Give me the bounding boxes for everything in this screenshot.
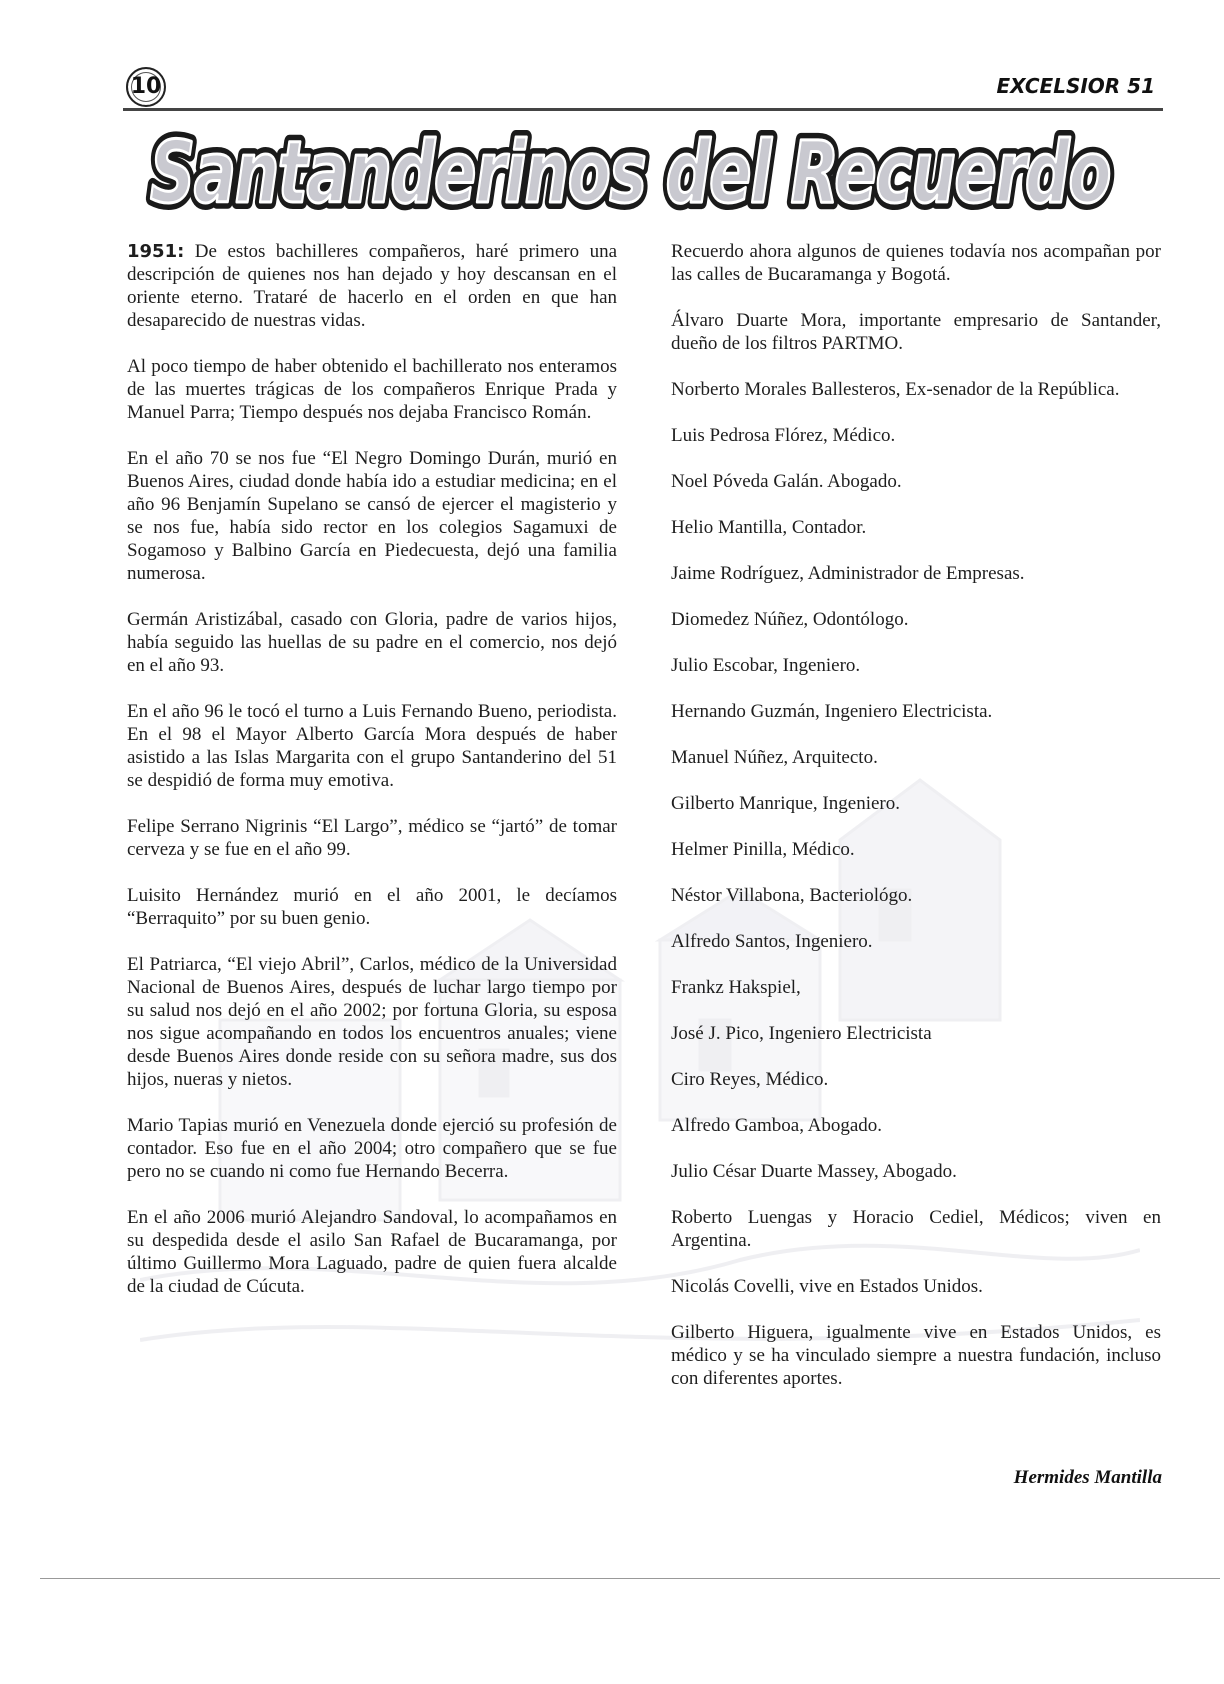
page-header (123, 62, 1163, 110)
paragraph-1 (127, 240, 617, 332)
classmate-entry: Hernando Guzmán, Ingeniero Electricista. (671, 701, 993, 722)
author-signature: Hermides Mantilla (1013, 1467, 1162, 1488)
right-column (671, 240, 1161, 1413)
classmate-entry: Jaime Rodríguez, Administrador de Empresas. (671, 563, 1025, 584)
classmate-entry: Julio Escobar, Ingeniero. (671, 655, 861, 676)
classmate-entry: Alfredo Santos, Ingeniero. (671, 931, 873, 952)
paragraph-3: En el año 70 se nos fue “El Negro Domingo Durán, murió en Buenos Aires, ciudad donde había ido a estudiar medicina; en el año 96 Benjamín Supelano se cansó de ejercer el magisterio y se nos fue, había sido rector en los colegios Sagamuxi de Sogamoso y Balbino García en Piedecuesta, dejó una familia numerosa. (127, 448, 617, 584)
classmate-entry: Ciro Reyes, Médico. (671, 1069, 829, 1090)
paragraph-1-text: De estos bachilleres compañeros, haré primero una descripción de quienes nos han dejado y hoy descansan en el oriente eterno. Trataré de hacerlo en el orden en que han desaparecido de nuestras vidas. (127, 241, 618, 331)
brand-name: EXCELSIOR (996, 74, 1121, 98)
living-classmates-list (671, 309, 1161, 1390)
classmate-entry: Gilberto Higuera, igualmente vive en Estados Unidos, es médico y se ha vinculado siempre a nuestra fundación, incluso con diferentes aportes. (671, 1322, 1161, 1389)
classmate-entry: Gilberto Manrique, Ingeniero. (671, 793, 900, 814)
article-title: Santanderinos del Recuerdo (150, 123, 1110, 223)
paragraph-7: Luisito Hernández murió en el año 2001, le decíamos “Berraquito” por su buen genio. (127, 885, 617, 929)
classmate-entry: Álvaro Duarte Mora, importante empresario de Santander, dueño de los filtros PARTMO. (671, 310, 1161, 354)
article-title-banner (140, 118, 1120, 228)
paragraph-8: El Patriarca, “El viejo Abril”, Carlos, médico de la Universidad Nacional de Buenos Aires, después de luchar largo tiempo por su salud nos dejó en el año 2002; por fortuna Gloria, su esposa nos sigue acompañando en todos los encuentros anuales; viene desde Buenos Aires donde reside con su señora madre, sus dos hijos, nueras y nietos. (127, 954, 617, 1090)
article-title-shadow: Santanderinos del Recuerdo (150, 123, 1110, 223)
magazine-brand (996, 74, 1155, 98)
classmate-entry: Néstor Villabona, Bacteriológo. (671, 885, 913, 906)
classmate-entry: Frankz Hakspiel, (671, 977, 801, 998)
paragraph-10: En el año 2006 murió Alejandro Sandoval, lo acompañamos en su despedida desde el asilo San Rafael de Bucaramanga, por último Guillermo Mora Laguado, padre de quien fuera alcalde de la ciudad de Cúcuta. (127, 1207, 617, 1297)
classmate-entry: Luis Pedrosa Flórez, Médico. (671, 425, 896, 446)
classmate-entry: Alfredo Gamboa, Abogado. (671, 1115, 883, 1136)
page-number-badge: 10 (126, 67, 166, 107)
classmate-entry: Norberto Morales Ballesteros, Ex-senador de la República. (671, 379, 1120, 400)
lead-year: 1951: (127, 241, 185, 262)
classmate-entry: Diomedez Núñez, Odontólogo. (671, 609, 909, 630)
left-column (127, 240, 617, 1321)
paragraph-9: Mario Tapias murió en Venezuela donde ejerció su profesión de contador. Eso fue en el año 2004; otro compañero que se fue pero no se cuando ni como fue Hernando Becerra. (127, 1115, 617, 1182)
paragraph-5: En el año 96 le tocó el turno a Luis Fernando Bueno, periodista. En el 98 el Mayor Alberto García Mora después de haber asistido a las Islas Margarita con el grupo Santanderino del 51 se despidió de forma muy emotiva. (127, 701, 617, 791)
classmate-entry: Nicolás Covelli, vive en Estados Unidos. (671, 1276, 983, 1297)
classmate-entry: Helmer Pinilla, Médico. (671, 839, 855, 860)
right-intro: Recuerdo ahora algunos de quienes todavía nos acompañan por las calles de Bucaramanga y Bogotá. (671, 241, 1161, 285)
classmate-entry: José J. Pico, Ingeniero Electricista (671, 1023, 932, 1044)
classmate-entry: Julio César Duarte Massey, Abogado. (671, 1161, 957, 1182)
header-divider (123, 108, 1163, 111)
article-title-graphic (140, 118, 1120, 228)
classmate-entry: Manuel Núñez, Arquitecto. (671, 747, 878, 768)
classmate-entry: Noel Póveda Galán. Abogado. (671, 471, 902, 492)
classmate-entry: Helio Mantilla, Contador. (671, 517, 867, 538)
paragraph-4: Germán Aristizábal, casado con Gloria, padre de varios hijos, había seguido las huellas de su padre en el comercio, nos dejó en el año 93. (127, 609, 617, 676)
paragraph-2: Al poco tiempo de haber obtenido el bachillerato nos enteramos de las muertes trágicas de los compañeros Enrique Prada y Manuel Parra; Tiempo después nos dejaba Francisco Román. (127, 356, 617, 423)
brand-year: 51 (1127, 74, 1155, 98)
bottom-divider (40, 1578, 1220, 1579)
classmate-entry: Roberto Luengas y Horacio Cediel, Médicos; viven en Argentina. (671, 1207, 1161, 1251)
paragraph-6: Felipe Serrano Nigrinis “El Largo”, médico se “jartó” de tomar cerveza y se fue en el año 99. (127, 816, 617, 860)
